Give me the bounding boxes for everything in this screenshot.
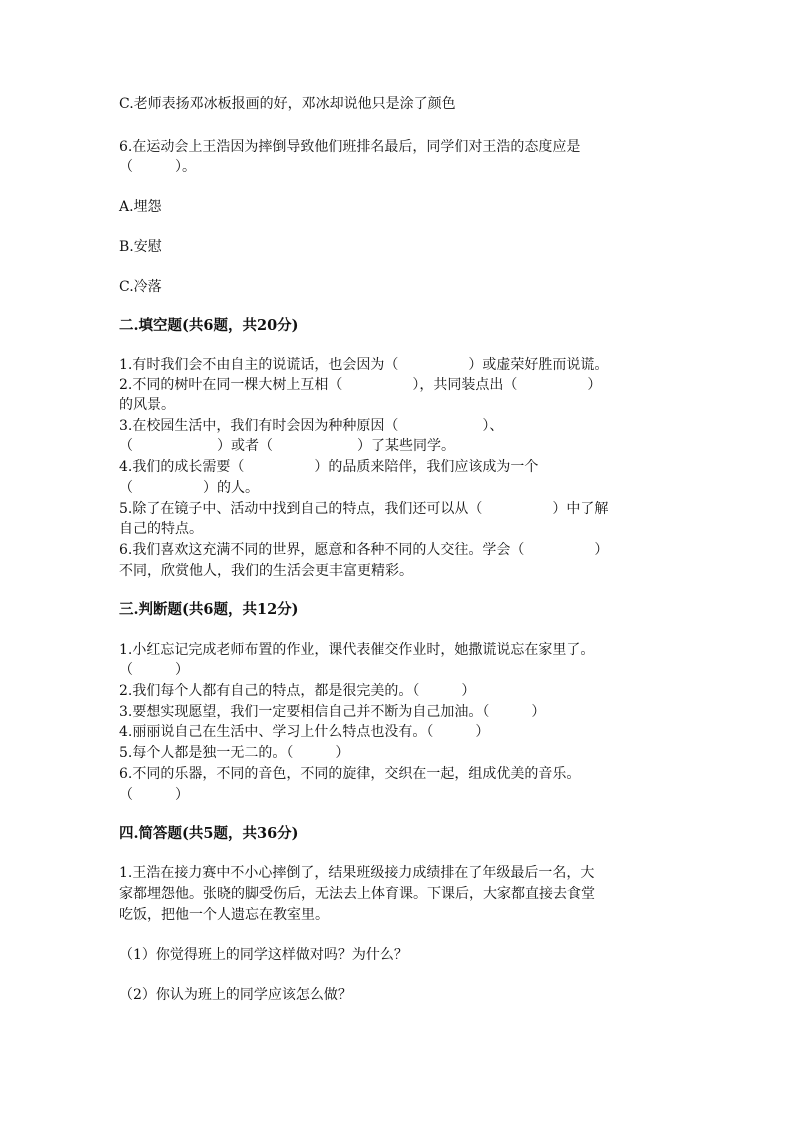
fill-line: 4.我们的成长需要（ ）的品质来陪伴，我们应该成为一个 xyxy=(119,459,539,475)
fill-line: 自己的特点。 xyxy=(119,521,203,537)
short-answer-line: 吃饭，把他一个人遗忘在教室里。 xyxy=(119,907,329,923)
judge-line: 4.丽丽说自己在生活中、学习上什么特点也没有。（ ） xyxy=(119,724,490,740)
judge-line: （ ） xyxy=(119,662,189,678)
fill-line: （ ）的人。 xyxy=(119,480,259,496)
judge-line: 5.每个人都是独一无二的。（ ） xyxy=(119,745,350,761)
fill-line: 1.有时我们会不由自主的说谎话，也会因为（ ）或虚荣好胜而说谎。 xyxy=(119,357,609,373)
sub-question-1: （1）你觉得班上的同学这样做对吗？为什么？ xyxy=(119,947,408,963)
judge-line: 6.不同的乐器，不同的音色，不同的旋律，交织在一起，组成优美的音乐。 xyxy=(119,766,581,782)
fill-line: 6.我们喜欢这充满不同的世界，愿意和各种不同的人交往。学会（ ） xyxy=(119,542,609,558)
fill-line: （ ）或者（ ）了某些同学。 xyxy=(119,438,455,454)
judge-line: 2.我们每个人都有自己的特点，都是很完美的。（ ） xyxy=(119,683,476,699)
section4-heading: 四.简答题(共5题，共36分) xyxy=(119,825,299,842)
q6-stem-line1: 6.在运动会上王浩因为摔倒导致他们班排名最后，同学们对王浩的态度应是 xyxy=(119,139,581,155)
fill-line: 5.除了在镜子中、活动中找到自己的特点，我们还可以从（ ）中了解 xyxy=(119,501,609,517)
q6-option-b: B.安慰 xyxy=(119,239,162,255)
q6-option-a: A.埋怨 xyxy=(119,199,162,215)
q6-option-c: C.冷落 xyxy=(119,279,162,295)
judge-line: 1.小红忘记完成老师布置的作业，课代表催交作业时，她撒谎说忘在家里了。 xyxy=(119,642,595,658)
q5-option-c: C.老师表扬邓冰板报画的好，邓冰却说他只是涂了颜色 xyxy=(119,96,456,112)
sub-question-2: （2）你认为班上的同学应该怎么做？ xyxy=(119,987,352,1003)
fill-line: 的风景。 xyxy=(119,397,175,413)
fill-line: 3.在校园生活中，我们有时会因为种种原因（ ）、 xyxy=(119,418,504,434)
fill-line: 不同，欣赏他人，我们的生活会更丰富更精彩。 xyxy=(119,563,413,579)
fill-line: 2.不同的树叶在同一棵大树上互相（ ），共同装点出（ ） xyxy=(119,377,602,393)
section2-heading: 二.填空题(共6题，共20分) xyxy=(119,317,299,334)
judge-line: 3.要想实现愿望，我们一定要相信自己并不断为自己加油。（ ） xyxy=(119,704,546,720)
section3-heading: 三.判断题(共6题，共12分) xyxy=(119,601,299,618)
short-answer-line: 家都埋怨他。张晓的脚受伤后，无法去上体育课。下课后，大家都直接去食堂 xyxy=(119,886,595,902)
judge-line: （ ） xyxy=(119,787,189,803)
short-answer-line: 1.王浩在接力赛中不小心摔倒了，结果班级接力成绩排在了年级最后一名，大 xyxy=(119,865,595,881)
q6-stem-line2: （ ）。 xyxy=(119,159,196,175)
